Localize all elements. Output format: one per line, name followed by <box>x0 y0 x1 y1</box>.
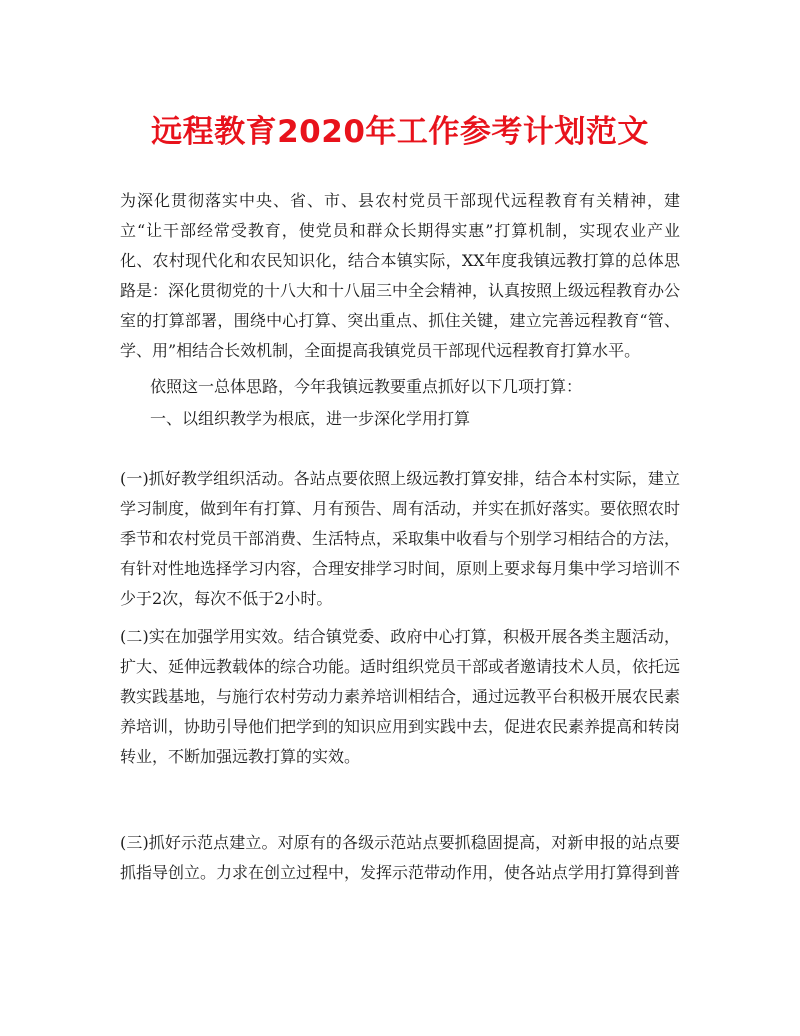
section-heading-1: 一、以组织教学为根底，进一步深化学用打算 <box>150 409 471 428</box>
paragraph-item-2: (二)实在加强学用实效。结合镇党委、政府中心打算，积极开展各类主题活动，扩大、延伸远教载体的综合功能。适时组织党员干部或者邀请技术人员，依托远教实践基地，与施行农村劳动力素养培训相结合，通过远教平台积极开展农民素养培训，协助引导他们把学到的知识应用到实践中去，促进农民素养提高和转岗转业，不断加强远教打算的实效。 <box>120 627 681 766</box>
paragraph-item-1: (一)抓好教学组织活动。各站点要依照上级远教打算安排，结合本村实际，建立学习制度，做到年有打算、月有预告、周有活动，并实在抓好落实。要依照农时季节和农村党员干部消费、生活特点，采取集中收看与个别学习相结合的方法，有针对性地选择学习内容，合理安排学习时间，原则上要求每月集中学习培训不少于2次，每次不低于2小时。 <box>120 469 681 608</box>
paragraph-item-3: (三)抓好示范点建立。对原有的各级示范站点要抓稳固提高，对新申报的站点要抓指导创立。力求在创立过程中，发挥示范带动作用，使各站点学用打算得到普 <box>120 833 681 882</box>
paragraph-overview: 依照这一总体思路，今年我镇远教要重点抓好以下几项打算： <box>150 377 583 396</box>
document-title: 远程教育2020年工作参考计划范文 <box>151 114 649 150</box>
paragraph-intro: 为深化贯彻落实中央、省、市、县农村党员干部现代远程教育有关精神，建立“让干部经常受教育，使党员和群众长期得实惠”打算机制，实现农业产业化、农村现代化和农民知识化，结合本镇实际，XX年度我镇远教打算的总体思路是：深化贯彻党的十八大和十八届三中全会精神，认真按照上级远程教育办公室的打算部署，围绕中心打算、突出重点、抓住关键，建立完善远程教育“管、学、用”相结合长效机制，全面提高我镇党员干部现代远程教育打算水平。 <box>120 191 681 360</box>
